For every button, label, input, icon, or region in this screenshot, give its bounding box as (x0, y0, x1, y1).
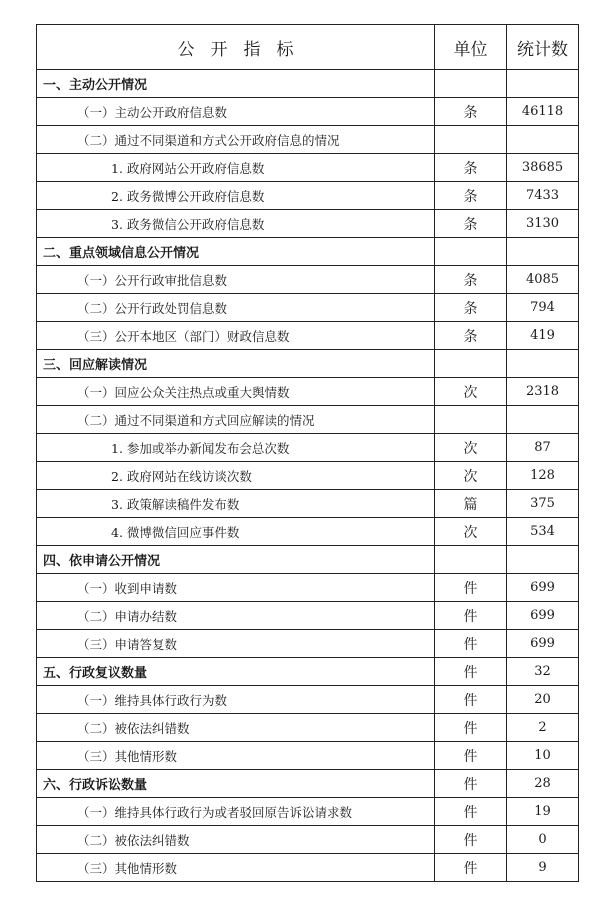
table-row (37, 266, 579, 294)
table-row (37, 574, 579, 602)
value-cell (507, 126, 579, 154)
unit-cell: 件 (435, 770, 507, 798)
indicator-name: 1. 政府网站公开政府信息数 (37, 154, 435, 182)
unit-cell (435, 406, 507, 434)
indicator-name: 2. 政务微博公开政府信息数 (37, 182, 435, 210)
section-row (37, 546, 579, 574)
value-cell: 20 (507, 686, 579, 714)
value-cell: 10 (507, 742, 579, 770)
unit-cell: 件 (435, 742, 507, 770)
indicator-name: （二）被依法纠错数 (37, 826, 435, 854)
unit-cell: 次 (435, 378, 507, 406)
section-row (37, 770, 579, 798)
indicator-name: 五、行政复议数量 (37, 658, 435, 686)
table-header-row (37, 25, 579, 70)
unit-cell: 条 (435, 210, 507, 238)
unit-cell (435, 546, 507, 574)
indicator-name: 1. 参加或举办新闻发布会总次数 (37, 434, 435, 462)
section-row (37, 350, 579, 378)
header-indicator-label: 公开指标 (177, 39, 310, 60)
value-cell: 9 (507, 854, 579, 882)
value-cell: 699 (507, 574, 579, 602)
indicator-name: （二）公开行政处罚信息数 (37, 294, 435, 322)
table-row (37, 686, 579, 714)
value-cell (507, 546, 579, 574)
value-cell: 28 (507, 770, 579, 798)
unit-cell: 件 (435, 574, 507, 602)
table-row (37, 210, 579, 238)
value-cell (507, 406, 579, 434)
unit-cell: 次 (435, 462, 507, 490)
indicator-name: 一、主动公开情况 (37, 70, 435, 98)
indicator-name: （一）维持具体行政行为数 (37, 686, 435, 714)
unit-cell: 件 (435, 714, 507, 742)
table-row (37, 854, 579, 882)
value-cell: 3130 (507, 210, 579, 238)
value-cell: 128 (507, 462, 579, 490)
unit-cell (435, 350, 507, 378)
unit-cell: 条 (435, 322, 507, 350)
indicator-name: （二）被依法纠错数 (37, 714, 435, 742)
unit-cell: 件 (435, 798, 507, 826)
indicator-name: （一）公开行政审批信息数 (37, 266, 435, 294)
table-row (37, 98, 579, 126)
indicator-name: （三）申请答复数 (37, 630, 435, 658)
value-cell: 38685 (507, 154, 579, 182)
indicator-name: 四、依申请公开情况 (37, 546, 435, 574)
unit-cell (435, 70, 507, 98)
indicator-name: 六、行政诉讼数量 (37, 770, 435, 798)
indicator-name: 3. 政务微信公开政府信息数 (37, 210, 435, 238)
value-cell: 46118 (507, 98, 579, 126)
section-row (37, 238, 579, 266)
value-cell: 7433 (507, 182, 579, 210)
table-row (37, 126, 579, 154)
table-row (37, 742, 579, 770)
indicator-name: （一）维持具体行政行为或者驳回原告诉讼请求数 (37, 798, 435, 826)
table-row (37, 630, 579, 658)
table-row (37, 322, 579, 350)
table-row (37, 798, 579, 826)
value-cell: 534 (507, 518, 579, 546)
value-cell: 2318 (507, 378, 579, 406)
value-cell: 32 (507, 658, 579, 686)
value-cell: 699 (507, 602, 579, 630)
value-cell: 2 (507, 714, 579, 742)
value-cell: 375 (507, 490, 579, 518)
unit-cell (435, 238, 507, 266)
unit-cell: 件 (435, 854, 507, 882)
indicator-name: （三）公开本地区（部门）财政信息数 (37, 322, 435, 350)
value-cell: 19 (507, 798, 579, 826)
table-row (37, 462, 579, 490)
indicator-name: （一）回应公众关注热点或重大舆情数 (37, 378, 435, 406)
header-indicator (37, 25, 435, 70)
value-cell: 699 (507, 630, 579, 658)
table-row (37, 490, 579, 518)
value-cell: 87 (507, 434, 579, 462)
indicator-name: （一）收到申请数 (37, 574, 435, 602)
table-row (37, 518, 579, 546)
table-row (37, 602, 579, 630)
indicator-name: （二）通过不同渠道和方式回应解读的情况 (37, 406, 435, 434)
unit-cell: 件 (435, 686, 507, 714)
value-cell (507, 350, 579, 378)
value-cell: 794 (507, 294, 579, 322)
table-row (37, 154, 579, 182)
section-row (37, 658, 579, 686)
indicator-name: （一）主动公开政府信息数 (37, 98, 435, 126)
unit-cell: 条 (435, 294, 507, 322)
table-row (37, 434, 579, 462)
unit-cell: 件 (435, 658, 507, 686)
unit-cell: 条 (435, 154, 507, 182)
indicator-name: （二）申请办结数 (37, 602, 435, 630)
table-row (37, 182, 579, 210)
table-body (37, 70, 579, 882)
table-row (37, 378, 579, 406)
table-row (37, 826, 579, 854)
statistics-table (36, 24, 579, 882)
indicator-name: （三）其他情形数 (37, 742, 435, 770)
value-cell: 4085 (507, 266, 579, 294)
unit-cell: 条 (435, 266, 507, 294)
value-cell: 419 (507, 322, 579, 350)
value-cell (507, 70, 579, 98)
value-cell (507, 238, 579, 266)
unit-cell: 条 (435, 182, 507, 210)
unit-cell: 件 (435, 630, 507, 658)
unit-cell (435, 126, 507, 154)
unit-cell: 件 (435, 826, 507, 854)
table-row (37, 294, 579, 322)
header-value: 统计数 (507, 25, 579, 70)
indicator-name: 3. 政策解读稿件发布数 (37, 490, 435, 518)
unit-cell: 条 (435, 98, 507, 126)
unit-cell: 次 (435, 434, 507, 462)
unit-cell: 次 (435, 518, 507, 546)
indicator-name: 4. 微博微信回应事件数 (37, 518, 435, 546)
indicator-name: 2. 政府网站在线访谈次数 (37, 462, 435, 490)
indicator-name: （二）通过不同渠道和方式公开政府信息的情况 (37, 126, 435, 154)
table-row (37, 714, 579, 742)
header-unit: 单位 (435, 25, 507, 70)
unit-cell: 篇 (435, 490, 507, 518)
unit-cell: 件 (435, 602, 507, 630)
indicator-name: 三、回应解读情况 (37, 350, 435, 378)
table-row (37, 406, 579, 434)
indicator-name: （三）其他情形数 (37, 854, 435, 882)
indicator-name: 二、重点领域信息公开情况 (37, 238, 435, 266)
section-row (37, 70, 579, 98)
value-cell: 0 (507, 826, 579, 854)
